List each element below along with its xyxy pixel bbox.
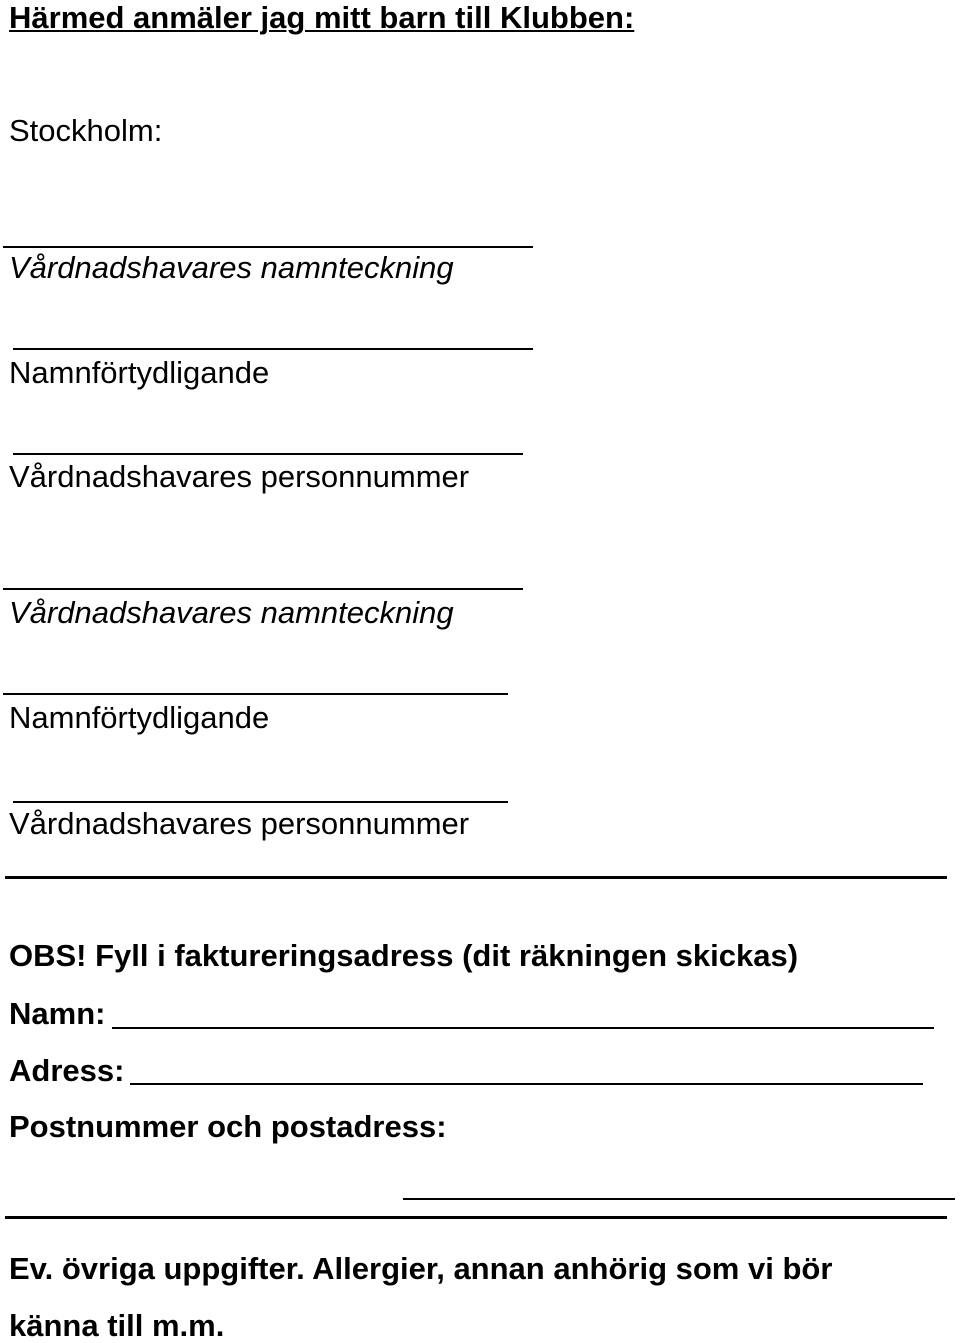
billing-postal-field[interactable] [403, 1198, 955, 1200]
guardian-1-signature-line[interactable] [3, 246, 533, 248]
guardian-2-signature-label: Vårdnadshavares namnteckning [9, 595, 454, 630]
guardian-2-name-label: Namnförtydligande [9, 700, 270, 735]
billing-notice: OBS! Fyll i faktureringsadress (dit räkningen skickas) [9, 938, 799, 973]
section-divider-2 [5, 1216, 947, 1219]
other-info-label-line-2: känna till m.m. [9, 1308, 225, 1343]
guardian-2-personal-number-label: Vårdnadshavares personnummer [9, 806, 470, 841]
location-label: Stockholm: [9, 113, 163, 148]
billing-address-field[interactable] [130, 1083, 923, 1085]
guardian-2-signature-line[interactable] [3, 588, 523, 590]
billing-name-label: Namn: [9, 996, 106, 1031]
section-divider [5, 876, 947, 879]
billing-name-field[interactable] [112, 1027, 934, 1029]
guardian-1-name-line[interactable] [13, 348, 533, 350]
form-heading: Härmed anmäler jag mitt barn till Klubben: [9, 0, 635, 35]
guardian-1-signature-label: Vårdnadshavares namnteckning [9, 250, 454, 285]
billing-postal-label: Postnummer och postadress: [9, 1109, 447, 1144]
guardian-2-name-line[interactable] [3, 693, 508, 695]
billing-address-label: Adress: [9, 1053, 125, 1088]
guardian-2-personal-number-line[interactable] [13, 801, 508, 803]
other-info-label-line-1: Ev. övriga uppgifter. Allergier, annan anhörig som vi bör [9, 1251, 833, 1286]
guardian-1-personal-number-line[interactable] [13, 453, 523, 455]
guardian-1-name-label: Namnförtydligande [9, 355, 270, 390]
guardian-1-personal-number-label: Vårdnadshavares personnummer [9, 459, 470, 494]
